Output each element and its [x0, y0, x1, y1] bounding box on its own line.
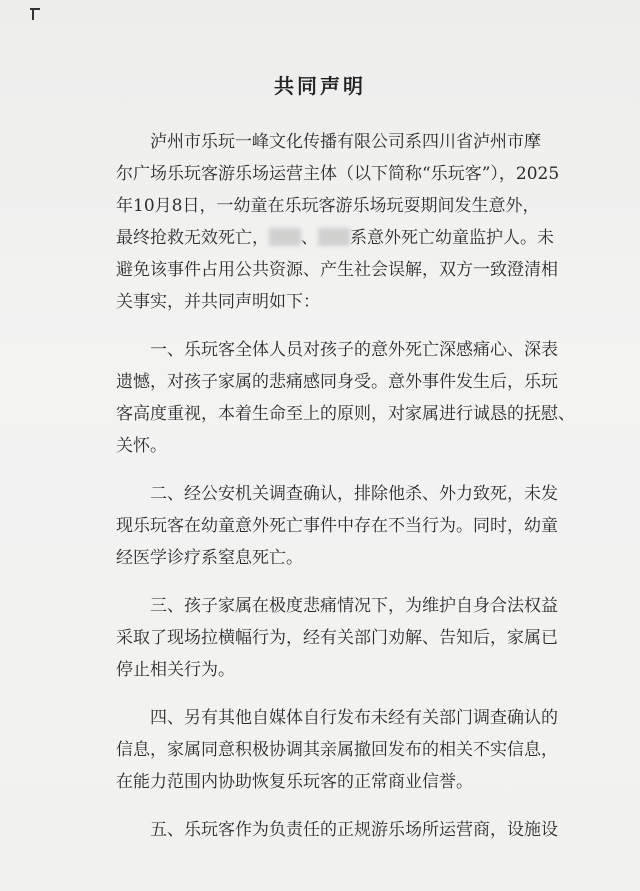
- document-title: 共同声明: [274, 74, 366, 98]
- text-line: 关事实，并共同声明如下：: [116, 292, 320, 312]
- text-fragment: 系意外死亡幼童监护人。未: [350, 228, 554, 248]
- paragraph-gap: [116, 686, 568, 702]
- text-line: 客高度重视，本着生命至上的原则，对家属进行诚恳的抚慰、: [116, 404, 575, 424]
- paragraph-3: [116, 590, 568, 686]
- text-fragment: 、: [301, 228, 318, 248]
- text-line: 采取了现场拉横幅行为，经有关部门劝解、告知后，家属已: [116, 628, 558, 648]
- redacted-name: [269, 228, 301, 246]
- text-fragment: 最终抢救无效死亡，: [116, 228, 269, 248]
- text-line: 五、乐玩客作为负责任的正规游乐场所运营商，设施设: [150, 820, 558, 840]
- text-line: 关怀。: [116, 436, 167, 456]
- text-line: 信息，家属同意积极协调其亲属撤回发布的相关不实信息，: [116, 740, 558, 760]
- text-line: 四、另有其他自媒体自行发布未经有关部门调查确认的: [150, 708, 558, 728]
- corner-mark: [30, 6, 44, 20]
- redacted-name: [318, 228, 350, 246]
- document-body: [116, 126, 575, 846]
- corner-mark-vertical: [32, 8, 34, 20]
- text-line: 现乐玩客在幼童意外死亡事件中存在不当行为。同时，幼童: [116, 516, 558, 536]
- text-line: 泸州市乐玩一峰文化传播有限公司系四川省泸州市摩: [150, 132, 541, 152]
- text-line: 停止相关行为。: [116, 660, 235, 680]
- text-line: 避免该事件占用公共资源、产生社会误解，双方一致澄清相: [116, 260, 558, 280]
- paragraph-gap: [116, 798, 568, 814]
- paragraph-gap: [116, 574, 568, 590]
- text-line: 三、孩子家属在极度悲痛情况下，为维护自身合法权益: [150, 596, 558, 616]
- paragraph-gap: [116, 462, 568, 478]
- text-line: 在能力范围内协助恢复乐玩客的正常商业信誉。: [116, 772, 473, 792]
- paragraph-2: [116, 478, 568, 574]
- text-line: 一、乐玩客全体人员对孩子的意外死亡深感痛心、深表: [150, 340, 558, 360]
- text-line: 年10月8日，一幼童在乐玩客游乐场玩耍期间发生意外，: [116, 196, 540, 216]
- paragraph-5: [116, 814, 568, 846]
- paragraph-gap: [116, 318, 568, 334]
- text-line: 遗憾，对孩子家属的悲痛感同身受。意外事件发生后，乐玩: [116, 372, 558, 392]
- paragraph-1: [116, 334, 575, 462]
- paragraph-intro: [116, 126, 568, 318]
- text-line-with-redaction: [116, 222, 568, 254]
- paragraph-4: [116, 702, 568, 798]
- text-line: 二、经公安机关调查确认，排除他杀、外力致死，未发: [150, 484, 558, 504]
- text-line: 尔广场乐玩客游乐场运营主体（以下简称“乐玩客”），2025: [116, 164, 560, 184]
- text-line: 经医学诊疗系窒息死亡。: [116, 548, 303, 568]
